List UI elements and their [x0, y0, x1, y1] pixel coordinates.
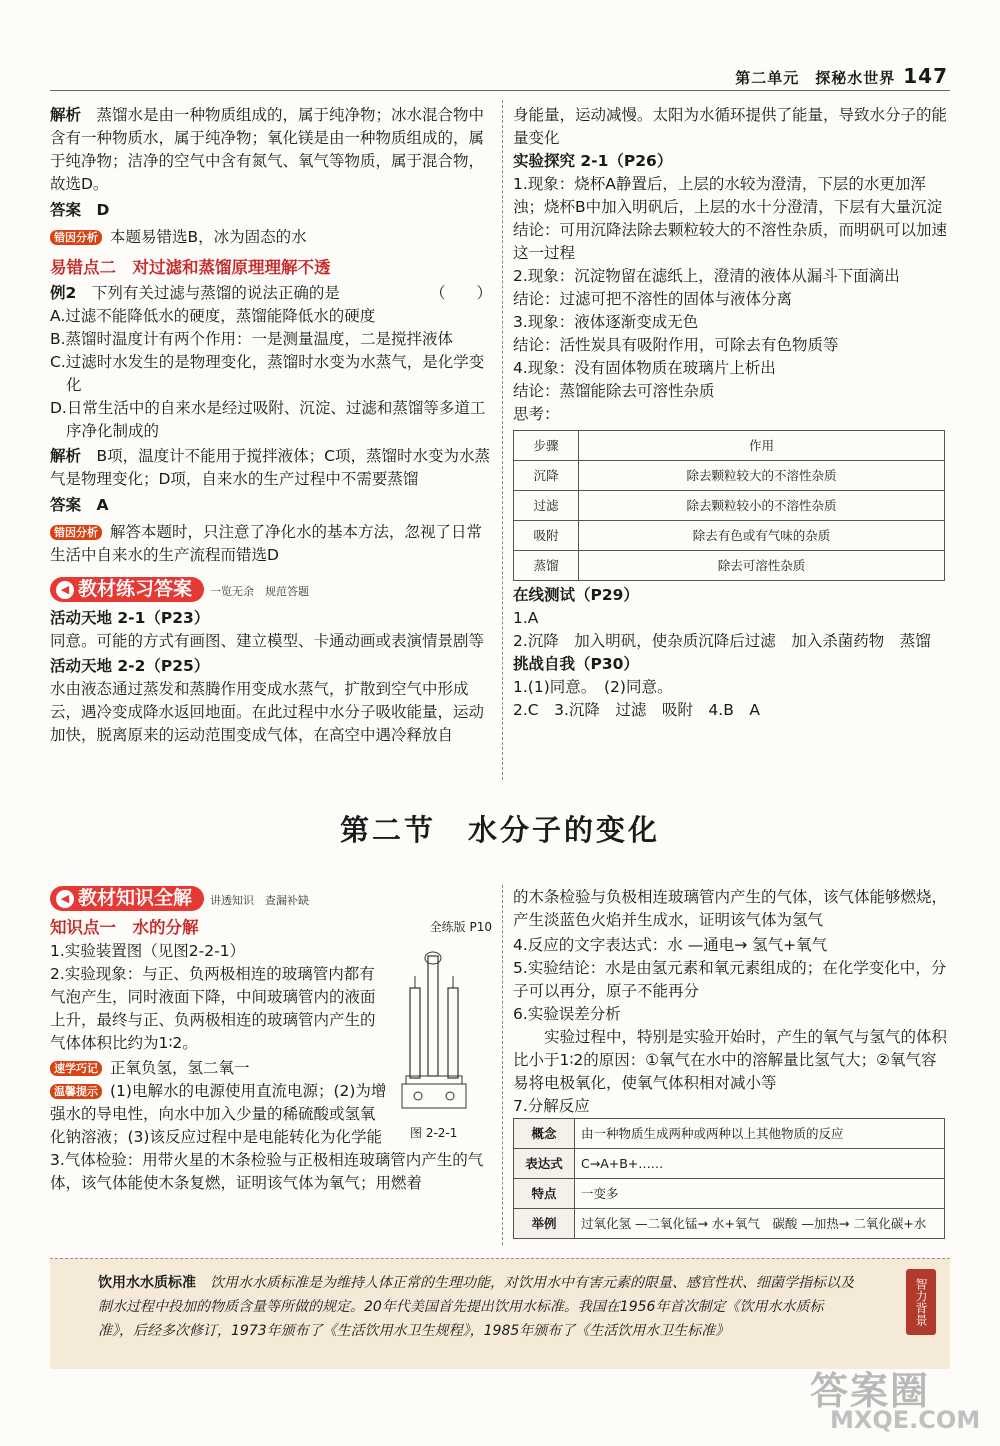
- background-body: 饮用水水质标准是为维持人体正常的生理功能，对饮用水中有害元素的限量、感官性状、细菌学指标以及制水过程中投加的物质含量等所做的规定。20年代美国首先提出饮用水标准。我国在1956年首次制定《饮用水水质标准》，后经多次修订，1973年颁布了《生活饮用水卫生规程》，1985年颁布了《生活饮用水卫生标准》: [98, 1275, 854, 1339]
- li-text: 下列有关过滤与蒸馏的说法正确的是: [91, 284, 340, 302]
- tip-text: (1)电解水的电源使用直流电源；(2)为增强水的导电性，向水中加入少量的稀硫酸或氢氧化钠溶液；(3)该反应过程中是电能转化为化学能: [50, 1082, 387, 1146]
- decomposition-title: 7.分解反应: [513, 1097, 590, 1115]
- banner-subtitle: 讲透知识 查漏补缺: [210, 894, 310, 907]
- page-header: [735, 64, 948, 88]
- cuoyin-tag: 错因分析: [50, 525, 102, 540]
- decomposition-table: [513, 1118, 945, 1239]
- table-cell: 表达式: [514, 1149, 575, 1179]
- activity-1-title: 活动天地 2-1（P23）: [50, 609, 210, 627]
- column-divider: [502, 100, 503, 780]
- sikao-label: 思考：: [513, 405, 560, 423]
- header-rule: [50, 90, 950, 91]
- activity-1-text: 同意。可能的方式有画图、建立模型、卡通动画或表演情景剧等: [50, 632, 485, 650]
- table-row: [514, 1149, 945, 1179]
- kp-line-2: 2.实验现象：与正、负两极相连的玻璃管内都有气泡产生，同时液面下降，中间玻璃管内的液面上升，最终与正、负两极相连的玻璃管内产生的气体体积比约为1∶2。: [50, 965, 376, 1052]
- watermark-logo: 答案圈: [810, 1369, 931, 1413]
- challenge-answer-2: 2.C 3.沉降 过滤 吸附 4.B A: [513, 701, 760, 719]
- jiexi-text: B项，温度计不能用于搅拌液体；C项，蒸馏时水变为水蒸气是物理变化；D项，自来水的生产过程中不需要蒸馏: [50, 447, 490, 488]
- steps-table: [513, 430, 945, 581]
- table-header: 作用: [579, 431, 945, 461]
- table-cell: 过滤: [514, 491, 579, 521]
- kp-line-3: 3.气体检验：用带火星的木条检验与正极相连玻璃管内产生的气体，该气体能使木条复燃，证明该气体为氧气；用燃着: [50, 1151, 484, 1192]
- figure-caption: 图 2-2-1: [410, 1126, 458, 1140]
- challenge-answer-1: 1.(1)同意。 (2)同意。: [513, 678, 673, 696]
- tip-tag: 温馨提示: [50, 1084, 102, 1099]
- table-row: [514, 461, 945, 491]
- answer-paren: （ ）: [429, 284, 492, 302]
- exp-line-8: 结论：蒸馏能除去可溶性杂质: [513, 382, 715, 400]
- exp-line-6: 结论：活性炭具有吸附作用，可除去有色物质等: [513, 336, 839, 354]
- jiexi-2: [50, 445, 492, 491]
- table-row: [514, 521, 945, 551]
- table-cell: 除去颗粒较小的不溶性杂质: [579, 491, 945, 521]
- unit-title: 第二单元 探秘水世界: [735, 69, 896, 87]
- yicuo-title: 易错点二 对过滤和蒸馏原理理解不透: [50, 258, 331, 277]
- right-column-bottom: [513, 886, 950, 1239]
- online-test-title: 在线测试（P29）: [513, 586, 639, 604]
- conclusion-line: 5.实验结论：水是由氢元素和氧元素组成的；在化学变化中，分子可以再分，原子不能再分: [513, 959, 947, 1000]
- experiment-title: 实验探究 2-1（P26）: [513, 152, 673, 170]
- jiexi-text: 蒸馏水是由一种物质组成的，属于纯净物；冰水混合物中含有一种物质水，属于纯净物；氧化镁是由一种物质组成的，属于纯净物；洁净的空气中含有氮气、氧气等物质，属于混合物，故选D。: [50, 106, 485, 193]
- background-box: [50, 1258, 950, 1369]
- table-cell: 特点: [514, 1179, 575, 1209]
- option-c: C.过滤时水发生的是物理变化，蒸馏时水变为水蒸气，是化学变化: [50, 353, 485, 394]
- table-cell: 一变多: [575, 1179, 945, 1209]
- option-b: B.蒸馏时温度计有两个作用：一是测量温度，二是搅拌液体: [50, 330, 454, 348]
- table-cell: 概念: [514, 1119, 575, 1149]
- table-cell: 沉降: [514, 461, 579, 491]
- zhishi-banner: [50, 886, 492, 912]
- table-row: [514, 1209, 945, 1239]
- megaphone-icon: ◀: [56, 890, 74, 908]
- daan-1: [50, 199, 492, 222]
- page-number: 147: [903, 64, 948, 88]
- table-row: [514, 491, 945, 521]
- error-text: 实验过程中，特别是实验开始时，产生的氧气与氢气的体积比小于1∶2的原因：①氧气在水中的溶解量比氢气大；②氧气容易将电极氧化，使氧气体积相对减小等: [513, 1028, 948, 1092]
- table-cell: 举例: [514, 1209, 575, 1239]
- online-answer-1: 1.A: [513, 609, 539, 627]
- error-title: 6.实验误差分析: [513, 1005, 621, 1023]
- online-answer-2: 2.沉降 加入明矾，使杂质沉降后过滤 加入杀菌药物 蒸馏: [513, 632, 931, 650]
- table-header-row: [514, 431, 945, 461]
- daan-label: 答案: [50, 496, 82, 514]
- background-text: [98, 1271, 858, 1343]
- table-cell: 除去有色或有气味的杂质: [579, 521, 945, 551]
- equation-line: 4.反应的文字表达式：水 —通电→ 氢气+氧气: [513, 936, 828, 954]
- cuoyin-tag: 错因分析: [50, 230, 102, 245]
- tip-text: 正氧负氢，氢二氧一: [110, 1059, 250, 1077]
- banner-subtitle: 一览无余 规范答题: [210, 585, 310, 598]
- banner-text: 教材知识全解: [78, 887, 193, 909]
- tip-tag: 速学巧记: [50, 1061, 102, 1076]
- continued-text: 身能量，运动减慢。太阳为水循环提供了能量，导致水分子的能量变化: [513, 106, 948, 147]
- zhili-beijing-stamp: 智力背景: [906, 1269, 936, 1335]
- continued-text: 的木条检验与负极相连玻璃管内产生的气体，该气体能够燃烧，产生淡蓝色火焰并生成水，证明该气体为氢气: [513, 888, 948, 929]
- daan-value: A: [96, 496, 109, 514]
- table-cell: 由一种物质生成两种或两种以上其他物质的反应: [575, 1119, 945, 1149]
- table-header: 步骤: [514, 431, 579, 461]
- jiexi-label: 解析: [50, 106, 82, 124]
- background-title: 饮用水水质标准: [98, 1275, 196, 1291]
- tip-1: [50, 1057, 390, 1080]
- table-row: [514, 551, 945, 581]
- kp-line-1: 1.实验装置图（见图2-2-1）: [50, 942, 246, 960]
- section-title: 第二节 水分子的变化: [339, 813, 660, 847]
- table-cell: C→A+B+……: [575, 1149, 945, 1179]
- kp-reference: 全练版 P10: [429, 920, 492, 934]
- activity-2-text: 水由液态通过蒸发和蒸腾作用变成水蒸气，扩散到空气中形成云，遇冷变成降水返回地面。在此过程中水分子吸收能量，运动加快，脱离原来的运动范围变成气体，在高空中遇冷释放自: [50, 680, 485, 744]
- option-d: D.日常生活中的自来水是经过吸附、沉淀、过滤和蒸馏等多道工序净化制成的: [50, 399, 486, 440]
- knowledge-point-title: [50, 916, 492, 940]
- exp-line-1: 1.现象：烧杯A静置后，上层的水较为澄清，下层的水更加浑浊；烧杯B中加入明矾后，上层的水十分澄清，下层有大量沉淀: [513, 175, 943, 216]
- table-cell: 除去颗粒较大的不溶性杂质: [579, 461, 945, 491]
- cuoyin-text: 本题易错选B，冰为固态的水: [110, 228, 307, 246]
- daan-value: D: [96, 201, 110, 219]
- cuoyin-text: 解答本题时，只注意了净化水的基本方法，忽视了日常生活中自来水的生产流程而错选D: [50, 523, 483, 564]
- option-a: A.过滤不能降低水的硬度，蒸馏能降低水的硬度: [50, 307, 376, 325]
- table-cell: 吸附: [514, 521, 579, 551]
- li-label: 例2: [50, 284, 77, 302]
- table-row: [514, 1179, 945, 1209]
- tip-2: [50, 1080, 390, 1149]
- cuoyin-2: [50, 521, 492, 567]
- activity-2-title: 活动天地 2-2（P25）: [50, 657, 210, 675]
- daan-2: [50, 494, 492, 517]
- banner-text: 教材练习答案: [78, 578, 193, 600]
- lianxi-banner: [50, 577, 492, 603]
- kp-body: [50, 940, 390, 1149]
- jiexi-label: 解析: [50, 447, 82, 465]
- right-column-top: [513, 104, 950, 722]
- left-column-top: [50, 104, 492, 747]
- section-banner: [50, 577, 204, 602]
- exp-line-4: 结论：过滤可把不溶性的固体与液体分离: [513, 290, 793, 308]
- challenge-title: 挑战自我（P30）: [513, 655, 639, 673]
- electrolysis-apparatus-figure: [398, 948, 482, 1116]
- cuoyin-1: [50, 226, 492, 249]
- li-2: [50, 282, 492, 305]
- section-banner: [50, 886, 204, 911]
- table-row: [514, 1119, 945, 1149]
- table-cell: 过氧化氢 —二氧化锰→ 水+氧气 碳酸 —加热→ 二氧化碳+水: [575, 1209, 945, 1239]
- daan-label: 答案: [50, 201, 82, 219]
- kp-title-text: 知识点一 水的分解: [50, 918, 199, 937]
- exp-line-5: 3.现象：液体逐渐变成无色: [513, 313, 699, 331]
- exp-line-2: 结论：可用沉降法除去颗粒较大的不溶性杂质，而明矾可以加速这一过程: [513, 221, 948, 262]
- table-cell: 蒸馏: [514, 551, 579, 581]
- column-divider: [502, 885, 503, 1245]
- jiexi-1: [50, 104, 492, 196]
- watermark-url: MXQE.COM: [830, 1406, 981, 1434]
- table-cell: 除去可溶性杂质: [579, 551, 945, 581]
- exp-line-3: 2.现象：沉淀物留在滤纸上，澄清的液体从漏斗下面滴出: [513, 267, 900, 285]
- megaphone-icon: ◀: [56, 581, 74, 599]
- exp-line-7: 4.现象：没有固体物质在玻璃片上析出: [513, 359, 776, 377]
